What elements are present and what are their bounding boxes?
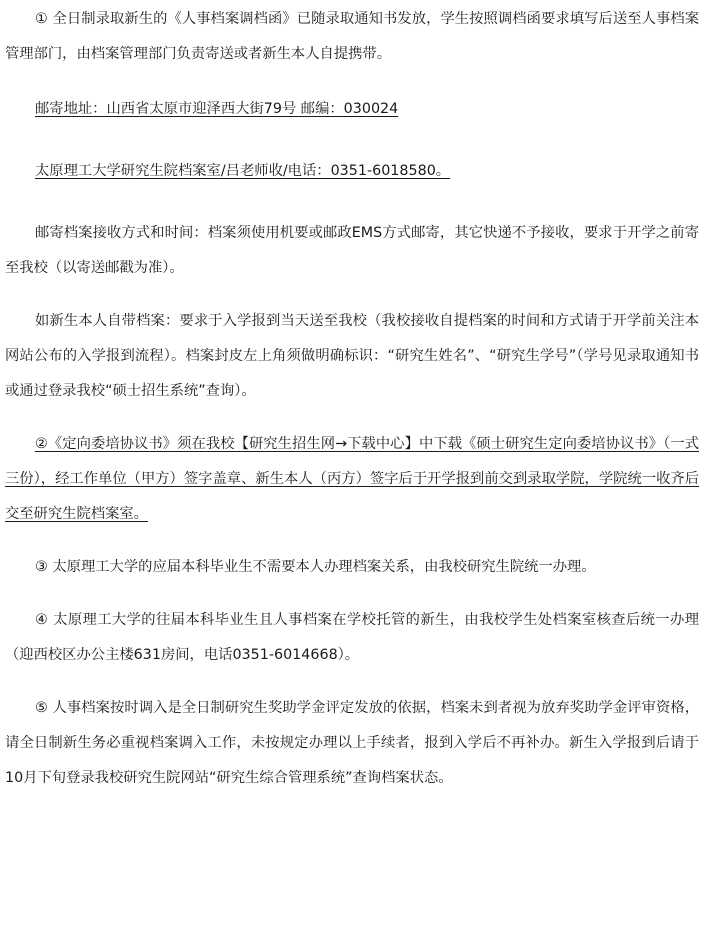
- paragraph-mailing-address: 邮寄地址：山西省太原市迎泽西大街79号 邮编：030024: [35, 101, 399, 117]
- paragraph-self-delivery: 如新生本人自带档案：要求于入学报到当天送至我校（我校接收自提档案的时间和方式请于开学前关注本网站公布的入学报到流程）。档案封皮左上角须做明确标识：“研究生姓名”、“研究生学号”（学号见录取通知书或通过登录我校“硕士招生系统”查询）。: [5, 313, 699, 399]
- document-body: [5, 2, 699, 814]
- paragraph-current-graduates: ③ 太原理工大学的应届本科毕业生不需要本人办理档案关系，由我校研究生院统一办理。: [35, 559, 596, 575]
- paragraph-mailing-method: 邮寄档案接收方式和时间：档案须使用机要或邮政EMS方式邮寄，其它快递不予接收，要求于开学之前寄至我校（以寄送邮戳为准）。: [5, 225, 699, 276]
- paragraph-directed-training-agreement: ②《定向委培协议书》须在我校【研究生招生网→下载中心】中下载《硕士研究生定向委培协议书》（一式三份），经工作单位（甲方）签字盖章、新生本人（丙方）签字后于开学报到前交到录取学院，学院统一收齐后交至研究生院档案室。: [5, 436, 699, 522]
- paragraph-previous-graduates: ④ 太原理工大学的往届本科毕业生且人事档案在学校托管的新生，由我校学生处档案室核查后统一办理（迎西校区办公主楼631房间，电话0351-6014668）。: [5, 612, 699, 663]
- paragraph-scholarship-eligibility: ⑤ 人事档案按时调入是全日制研究生奖助学金评定发放的依据，档案未到者视为放弃奖助学金评审资格，请全日制新生务必重视档案调入工作，未按规定办理以上手续者，报到入学后不再补办。新生入学报到后请于10月下旬登录我校研究生院网站“研究生综合管理系统”查询档案状态。: [5, 700, 699, 786]
- paragraph-archive-office-contact: 太原理工大学研究生院档案室/吕老师收/电话：0351-6018580。: [35, 163, 451, 179]
- paragraph-archive-transfer-letter: ① 全日制录取新生的《人事档案调档函》已随录取通知书发放，学生按照调档函要求填写后送至人事档案管理部门，由档案管理部门负责寄送或者新生本人自提携带。: [5, 11, 699, 62]
